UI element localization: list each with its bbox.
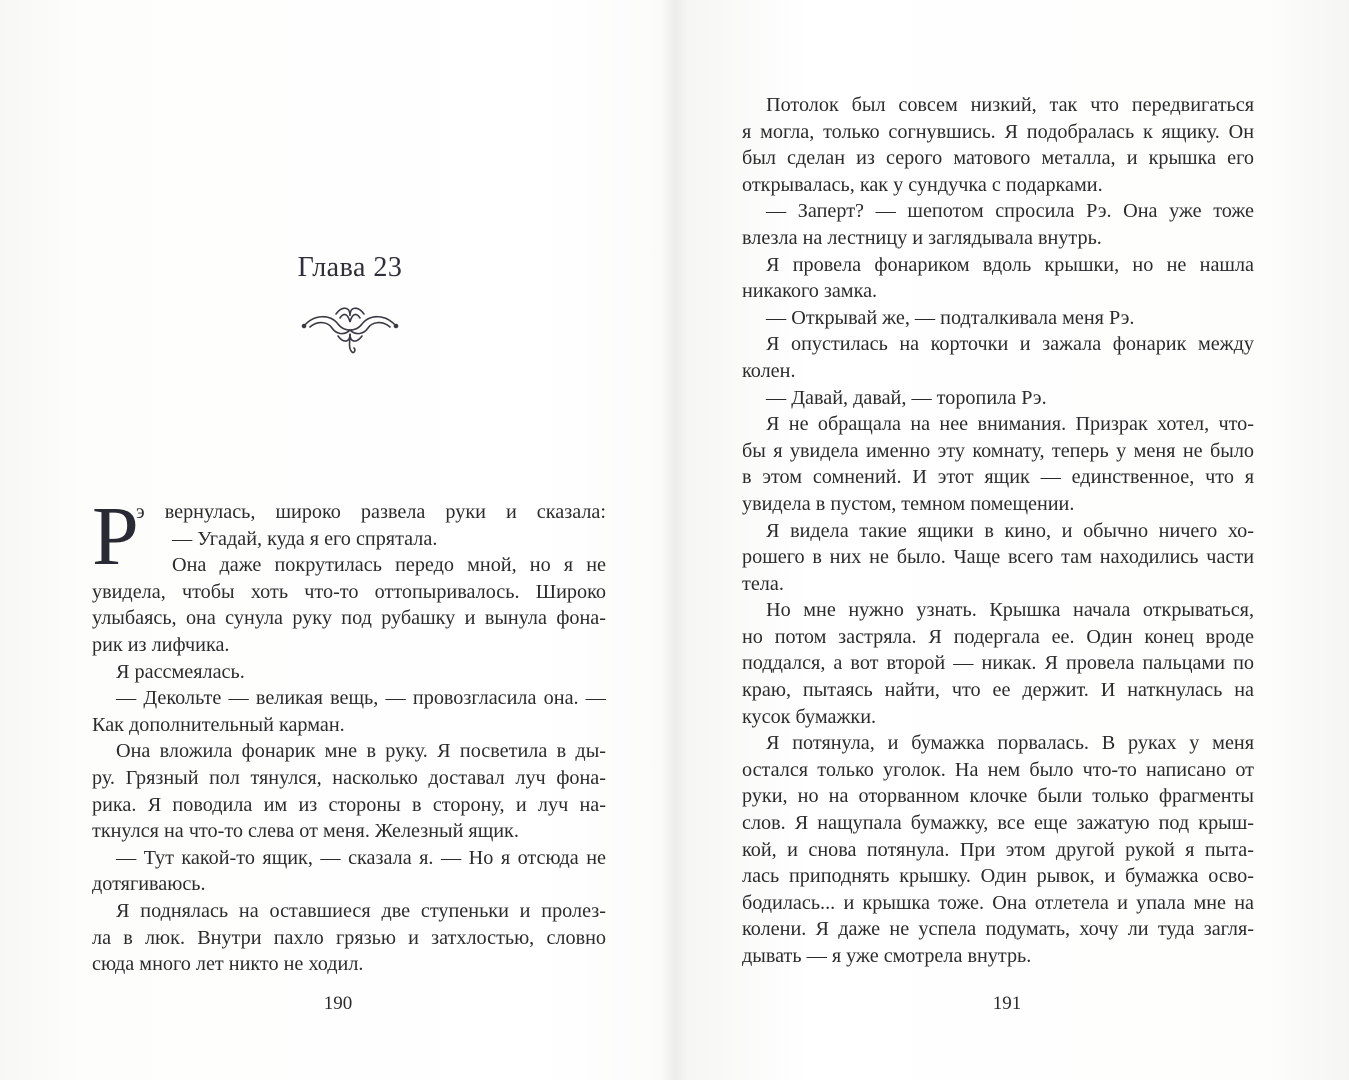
text-line: Но мне нужно узнать. Крышка начала открываться,	[766, 599, 1254, 622]
text-line: ла в люк. Внутри пахло грязью и затхлостью, словно	[92, 926, 606, 949]
right-page	[675, 0, 1349, 1080]
text-line: ткнулся на что-то слева от меня. Железный ящик.	[92, 820, 519, 843]
text-line: дывать — я уже смотрела внутрь.	[742, 945, 1032, 967]
text-line: тела.	[742, 572, 784, 595]
text-line: никакого замка.	[742, 280, 878, 303]
text-line: Я поднялась на оставшиеся две ступеньки и пролез-	[116, 899, 606, 922]
text-line: — Тут какой-то ящик, — сказала я. — Но я отсюда не	[116, 846, 606, 869]
text-line: рик из лифчика.	[92, 633, 230, 656]
page-number: 190	[323, 993, 353, 1014]
text-line: Я видела такие ящики в кино, и обычно ничего хо-	[766, 519, 1254, 542]
right-page-body	[742, 92, 1254, 970]
text-line: дотягиваюсь.	[92, 873, 206, 896]
text-line: — Угадай, куда я его спрятала.	[172, 527, 438, 550]
text-line: — Заперт? — шепотом спросила Рэ. Она уже тоже	[766, 200, 1254, 223]
text-line: — Давай, давай, — торопила Рэ.	[766, 386, 1047, 409]
text-line: рошего в них не было. Чаще всего там находились части	[742, 546, 1254, 569]
text-line: рика. Я поводила им из стороны в сторону, и луч на-	[92, 793, 606, 816]
text-line: кусок бумажки.	[742, 705, 877, 728]
text-line: слов. Я нащупала бумажку, все еще зажатую под крыш-	[742, 812, 1254, 835]
text-line: Она даже покрутилась передо мной, но я не	[172, 554, 606, 577]
text-line: в этом сомнений. И этот ящик — единственное, что я	[742, 466, 1254, 489]
text-line: — Декольте — великая вещь, — провозгласила она. —	[116, 687, 606, 710]
text-line: я могла, только согнувшись. Я подобралась к ящику. Он	[742, 120, 1254, 143]
text-line: лась приподнять крышку. Один рывок, и бумажка осво-	[742, 865, 1254, 888]
flourish-ornament-icon	[300, 300, 400, 356]
text-line: влезла на лестницу и заглядывала внутрь.	[742, 226, 1102, 249]
text-line: улыбаясь, она сунула руку под рубашку и вынула фона-	[92, 607, 606, 630]
text-line: бодилась... и крышка тоже. Она отлетела и упала мне на	[742, 891, 1254, 914]
text-line: краю, пытаясь найти, что ее держит. И наткнулась на	[742, 679, 1254, 702]
text-line: Как дополнительный карман.	[92, 713, 345, 736]
drop-cap-paragraph	[92, 490, 606, 583]
text-line: Она вложила фонарик мне в руку. Я посветила в ды-	[116, 740, 606, 763]
text-line: но потом застряла. Я подергала ее. Один конец вроде	[742, 625, 1254, 648]
text-line: ру. Грязный пол тянулся, насколько доставал луч фона-	[92, 766, 606, 789]
text-line: Потолок был совсем низкий, так что передвигаться	[766, 94, 1254, 116]
text-line: бы я увидела именно эту комнату, теперь у меня не было	[742, 439, 1254, 462]
text-line: руки, но на оторванном клочке были только фрагменты	[742, 785, 1254, 808]
text-line: Я не обращала на нее внимания. Призрак хотел, что-	[766, 413, 1254, 436]
drop-cap-letter: Р	[92, 490, 139, 583]
text-line: Я провела фонариком вдоль крышки, но не нашла	[766, 253, 1254, 276]
chapter-title: Глава 23	[297, 252, 403, 283]
text-line: сюда много лет никто не ходил.	[92, 953, 364, 976]
text-line: Я потянула, и бумажка порвалась. В руках у меня	[766, 732, 1254, 755]
text-line: увидела, чтобы хоть что-то оттопыривалось. Широко	[92, 580, 606, 603]
text-line: Я опустилась на корточки и зажала фонарик между	[766, 333, 1254, 356]
text-line: поддался, а вот второй — никак. Я провела пальцами по	[742, 652, 1254, 675]
text-line: Я рассмеялась.	[116, 660, 245, 683]
text-line: колени. Я даже не успела подумать, хочу ли туда загля-	[742, 918, 1254, 941]
text-line: э вернулась, широко развела руки и сказала:	[136, 501, 606, 523]
text-line: — Открывай же, — подталкивала меня Рэ.	[766, 306, 1135, 329]
text-line: был сделан из серого матового металла, и крышка его	[742, 147, 1254, 170]
left-page-body	[92, 490, 606, 978]
page-number: 191	[992, 993, 1022, 1014]
left-page	[0, 0, 674, 1080]
text-line: открывалась, как у сундучка с подарками.	[742, 173, 1103, 196]
text-line: кой, и снова потянула. При этом другой рукой я пыта-	[742, 838, 1254, 861]
text-line: колен.	[742, 359, 796, 382]
text-line: остался только уголок. На нем было что-то написано от	[742, 758, 1254, 781]
text-line: увидела в пустом, темном помещении.	[742, 492, 1075, 515]
